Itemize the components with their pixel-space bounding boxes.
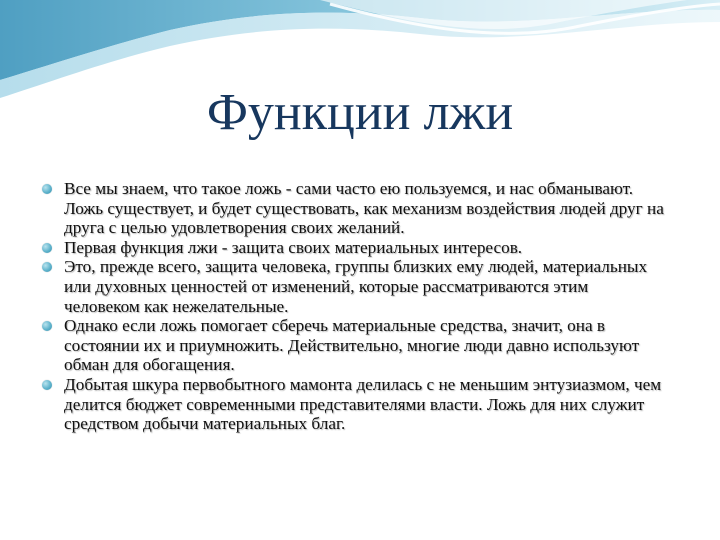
list-item [42, 316, 667, 375]
round-bullet-icon [42, 243, 52, 253]
bullet-text: Первая функция лжи - защита своих материальных интересов. [64, 237, 523, 257]
bullet-text: Однако если ложь помогает сберечь материальные средства, значит, она в состоянии их и приумножить. Действительно, многие люди давно используют обман для обогащения. [64, 316, 640, 375]
bullet-list [42, 179, 667, 434]
bullet-text: Добытая шкура первобытного мамонта делилась с не меньшим энтузиазмом, чем делится бюджет современными представителями власти. Ложь для них служит средством добычи материальных благ. [64, 374, 662, 434]
list-item [42, 375, 667, 434]
bullet-text: Все мы знаем, что такое ложь - сами часто ею пользуемся, и нас обманывают. Ложь существует, и будет существовать, как механизм воздействия людей друг на друга с целью удовлетворения своих желаний. [64, 179, 664, 238]
list-item [42, 238, 667, 258]
bullet-text: Это, прежде всего, защита человека, группы близких ему людей, материальных или духовных ценностей от изменений, которые рассматриваются этим человеком как нежелательные. [64, 257, 648, 316]
list-item [42, 179, 667, 238]
round-bullet-icon [42, 184, 52, 194]
slide-title: Функции лжи [206, 84, 514, 141]
list-item [42, 257, 667, 316]
round-bullet-icon [42, 321, 52, 331]
round-bullet-icon [42, 380, 52, 390]
round-bullet-icon [42, 262, 52, 272]
